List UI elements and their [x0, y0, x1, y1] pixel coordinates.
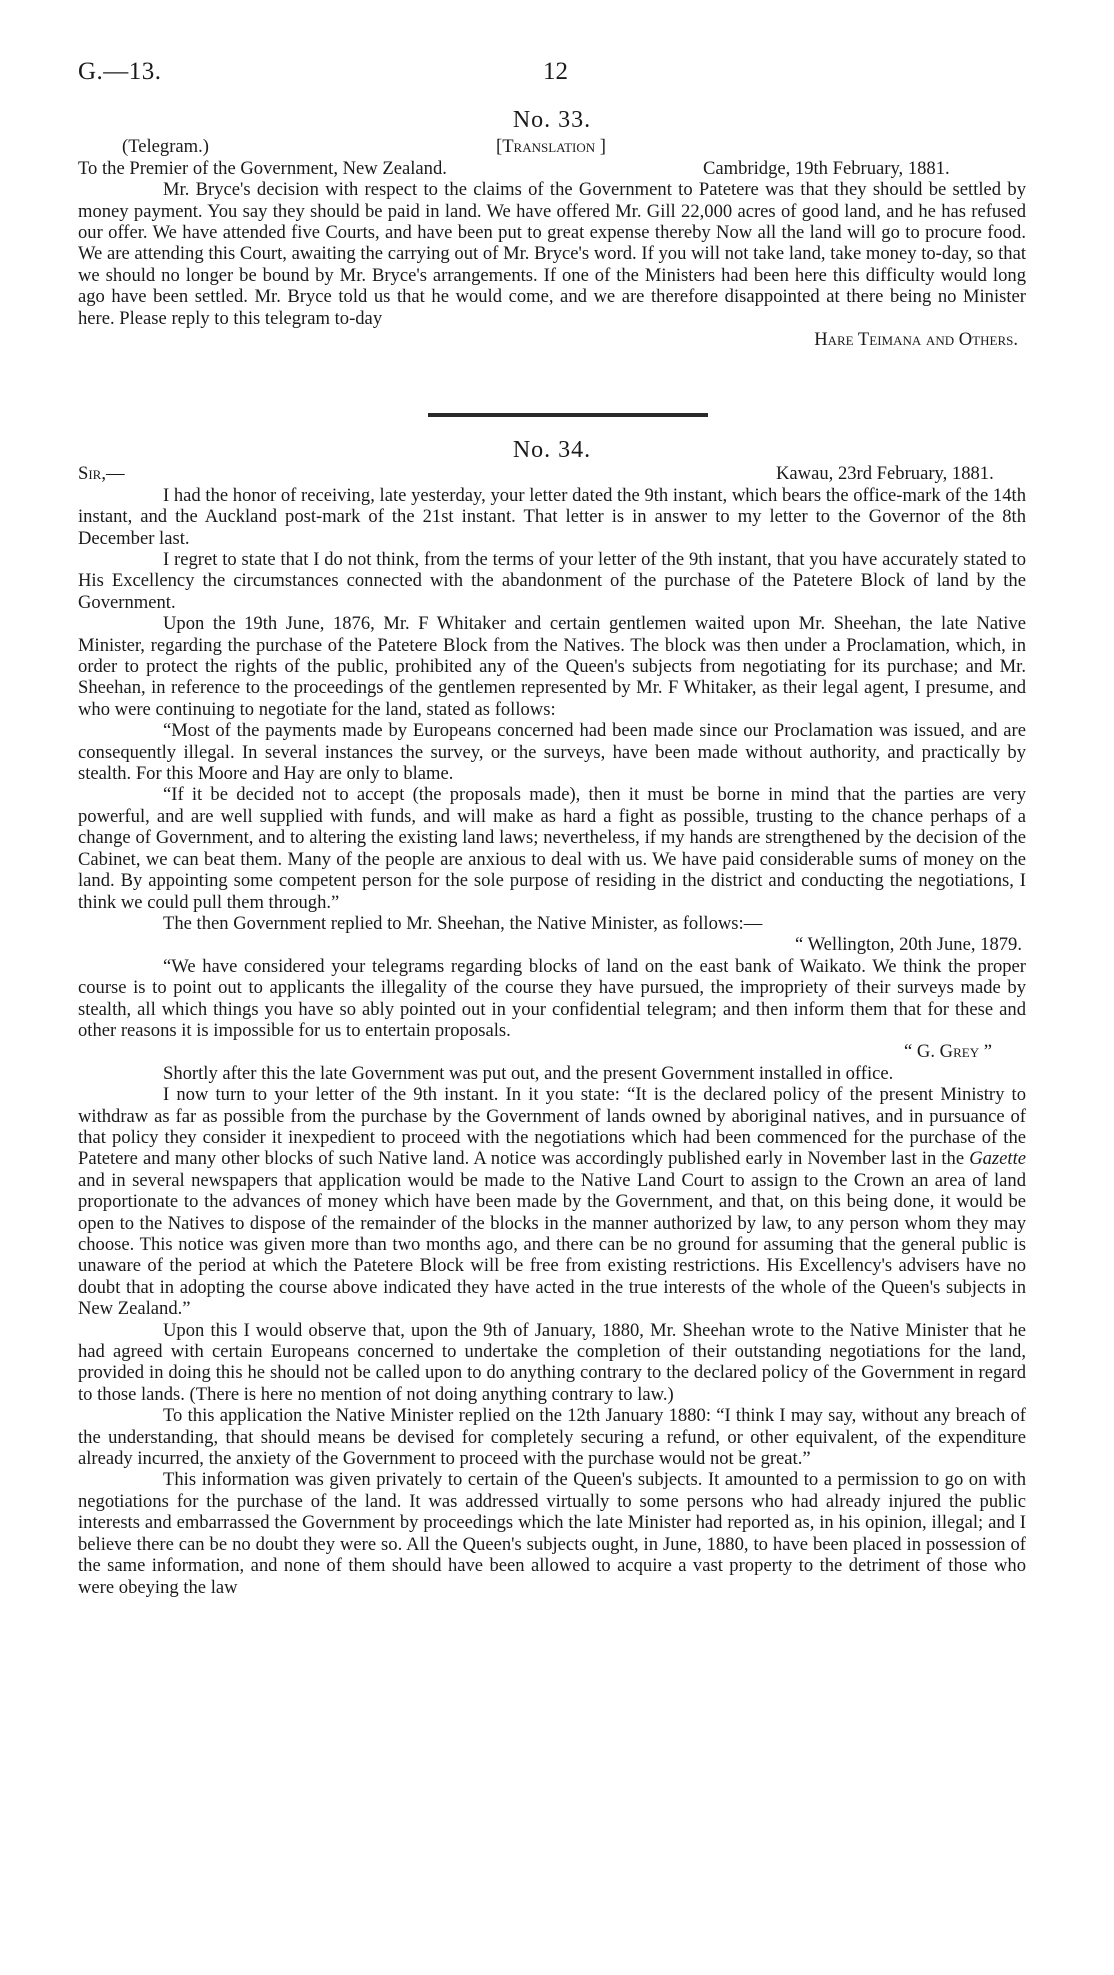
telegram-section [78, 107, 1026, 351]
place-date: Kawau, 23rd February, 1881. [776, 463, 994, 485]
signature: Hare Teimana and Others. [814, 329, 1018, 351]
salutation: Sir,— [78, 463, 125, 485]
gazette-title: Gazette [969, 1148, 1026, 1170]
page-number: 12 [543, 58, 568, 85]
addressee: To the Premier of the Government, New Zealand. [78, 157, 447, 179]
paragraph [78, 1084, 1026, 1319]
series-number: G.—13. [78, 58, 162, 85]
translation-label: [Translation ] [496, 136, 607, 158]
quoted-paragraph: “Most of the payments made by Europeans concerned had been made since our Proclamation was issued, and are consequently illegal. In several instances the survey, or the surveys, have been made without authority, and practically by stealth. For this Moore and Hay are only to blame. [78, 720, 1026, 785]
section-heading: No. 33. [512, 107, 592, 133]
paragraph: Upon this I would observe that, upon the 9th of January, 1880, Mr. Sheehan wrote to the Native Minister that he had agreed with certain Europeans concerned to undertake the completion of their outstanding negotiations for the land, provided in doing this he should not be called upon to do anything contrary to the declared policy of the Government in regard to those lands. (There is here no mention of not doing anything contrary to law.) [78, 1319, 1026, 1405]
quoted-paragraph: “We have considered your telegrams regarding blocks of land on the east bank of Waikato. We think the proper course is to point out to applicants the illegality of the course they have pursued, the impropriety of their surveys made by stealth, all which things you have so ably pointed out in your confidential telegram; and then inform them that for these and other reasons it is impossible for us to entertain proposals. [78, 955, 1026, 1041]
quote-signature: “ G. Grey ” [904, 1041, 992, 1063]
paragraph: Upon the 19th June, 1876, Mr. F Whitaker and certain gentlemen waited upon Mr. Sheehan, the late Native Minister, regarding the purchase of the Patetere Block from the Natives. The block was then under a Proclamation, which, in order to protect the rights of the public, prohibited any of the Queen's subjects from negotiating for its purchase; and Mr. Sheehan, in reference to the proceedings of the gentlemen represented by Mr. F Whitaker, as their legal agent, I presume, and who were continuing to negotiate for the land, stated as follows: [78, 613, 1026, 720]
quoted-paragraph: “If it be decided not to accept (the proposals made), then it must be borne in mind that the parties are very powerful, and are well supplied with funds, and will make as hard a fight as possible, trusting to the chance perhaps of a change of Government, and to altering the existing land laws; nevertheless, if my hands are strengthened by the decision of the Cabinet, we can beat them. Many of the people are anxious to deal with us. We have paid considerable sums of money on the land. By appointing some competent person for the sole purpose of residing in the district and conducting the negotiations, I think we could pull them through.” [78, 784, 1026, 913]
paragraph: I regret to state that I do not think, from the terms of your letter of the 9th instant, that you have accurately stated to His Excellency the circumstances connected with the abandonment of the purchase of the Patetere Block of land by the Government. [78, 549, 1026, 613]
telegram-body: Mr. Bryce's decision with respect to the claims of the Government to Patetere was that they should be settled by money payment. You say they should be paid in land. We have offered Mr. Gill 22,000 acres of good land, and he has refused our offer. We have attended five Courts, and have been put to great expense thereby Now all the land will go to procure food. We are attending this Court, awaiting the carrying out of Mr. Bryce's word. If you will not take land, take money to-day, so that we should no longer be bound by Mr. Bryce's arrangements. If one of the Ministers had been here this difficulty would long ago have been settled. Mr. Bryce told us that he would come, and we are therefore disappointed at there being no Minister here. Please reply to this telegram to-day [78, 179, 1026, 329]
place-date: Cambridge, 19th February, 1881. [703, 157, 950, 179]
paragraph: I had the honor of receiving, late yesterday, your letter dated the 9th instant, which bears the office-mark of the 14th instant, and the Auckland post-mark of the 21st instant. That letter is in answer to my letter to the Governor of the 8th December last. [78, 484, 1026, 549]
paragraph: Shortly after this the late Government was put out, and the present Government installed in office. [163, 1062, 894, 1084]
paragraph: To this application the Native Minister replied on the 12th January 1880: “I think I may say, without any breach of the understanding, that should means be devised for completely securing a refund, or other equivalent, of the expenditure already incurred, the anxiety of the Government to proceed with the purchase would not be great.” [78, 1405, 1026, 1470]
telegram-label: (Telegram.) [122, 136, 209, 158]
paragraph: This information was given privately to certain of the Queen's subjects. It amounted to a permission to go on with negotiations for the purchase of the land. It was addressed virtually to some persons who had already injured the public interests and embarrassed the Government by proceedings which the late Minister had reported as, in his opinion, illegal; and I believe there can be no doubt they were so. All the Queen's subjects ought, in June, 1880, to have been placed in possession of the same information, and none of them should have been allowed to acquire a vast property to the detriment of those who were obeying the law [78, 1469, 1026, 1598]
paragraph: The then Government replied to Mr. Sheehan, the Native Minister, as follows:— [163, 912, 763, 934]
letter-section [78, 437, 1026, 1598]
section-heading: No. 34. [512, 437, 592, 463]
paragraph-text: I now turn to your letter of the 9th instant. In it you state: “It is the declared policy of the present Ministry to withdraw as far as possible from the purchase by the Government of lands owned by aboriginal natives, and in pursuance of that policy they consider it inexpedient to proceed with the negotiations which had been commenced for the purchase of the Patetere and many other blocks of such Native land. A notice was accordingly published early in November last in the [78, 1084, 1026, 1170]
paragraph-text: and in several newspapers that application would be made to the Native Land Court to assign to the Crown an area of land proportionate to the advances of money which have been made by the Government, and that, on this being done, it would be open to the Natives to dispose of the remainder of the blocks in the manner authorized by law, to any person whom they may choose. This notice was given more than two months ago, and there can be no ground for assuming that the general public is unaware of the period at which the Patetere Block will be free from existing restrictions. His Excellency's advisers have no doubt that in adopting the course above indicated they have acted in the true interests of the whole of the Queen's subjects in New Zealand.” [78, 1169, 1026, 1320]
section-divider [428, 413, 708, 417]
dateline: “ Wellington, 20th June, 1879. [795, 934, 1022, 956]
